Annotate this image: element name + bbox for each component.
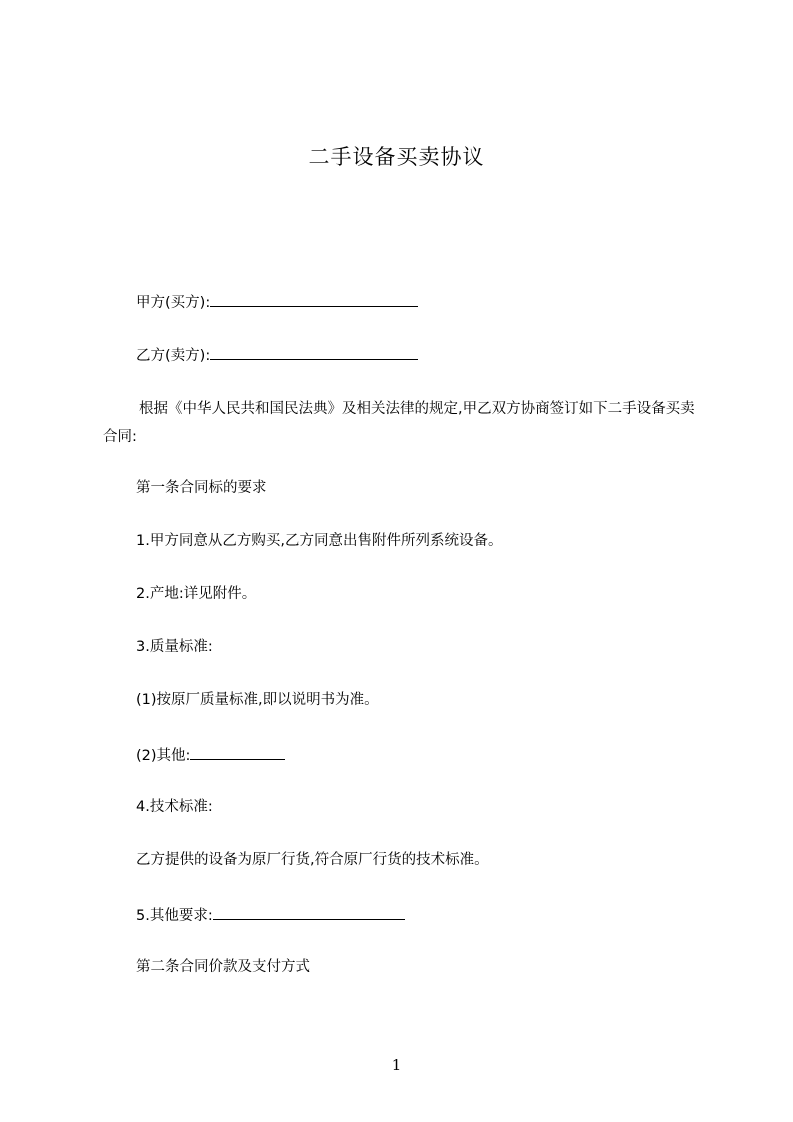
item-5-line [136, 904, 405, 926]
party-a-blank [210, 291, 418, 307]
intro-paragraph [103, 395, 703, 451]
item-3-sub-1: (1)按原厂质量标准,即以说明书为准。 [136, 692, 379, 708]
item-5-blank [213, 904, 405, 920]
item-4-text: 乙方提供的设备为原厂行货,符合原厂行货的技术标准。 [136, 852, 489, 868]
party-a-label: 甲方(买方): [136, 295, 211, 311]
item-3: 3.质量标准: [136, 639, 213, 655]
article-1-heading: 第一条合同标的要求 [136, 480, 267, 496]
item-1: 1.甲方同意从乙方购买,乙方同意出售附件所列系统设备。 [136, 533, 503, 549]
item-2: 2.产地:详见附件。 [136, 586, 257, 602]
item-4: 4.技术标准: [136, 799, 213, 815]
party-b-blank [210, 344, 418, 360]
page-number: 1 [391, 1056, 402, 1074]
party-b-label: 乙方(卖方): [136, 348, 211, 364]
item-5-label: 5.其他要求: [136, 908, 213, 924]
party-a-line [136, 291, 418, 313]
intro-text: 根据《中华人民共和国民法典》及相关法律的规定,甲乙双方协商签订如下二手设备买卖合同: [103, 401, 695, 445]
party-b-line [136, 344, 418, 366]
item-3-sub-2-blank [190, 744, 285, 760]
item-3-sub-2-line [136, 744, 285, 766]
document-title: 二手设备买卖协议 [308, 145, 485, 169]
item-3-sub-2-label: (2)其他: [136, 748, 191, 764]
article-2-heading: 第二条合同价款及支付方式 [136, 959, 310, 975]
